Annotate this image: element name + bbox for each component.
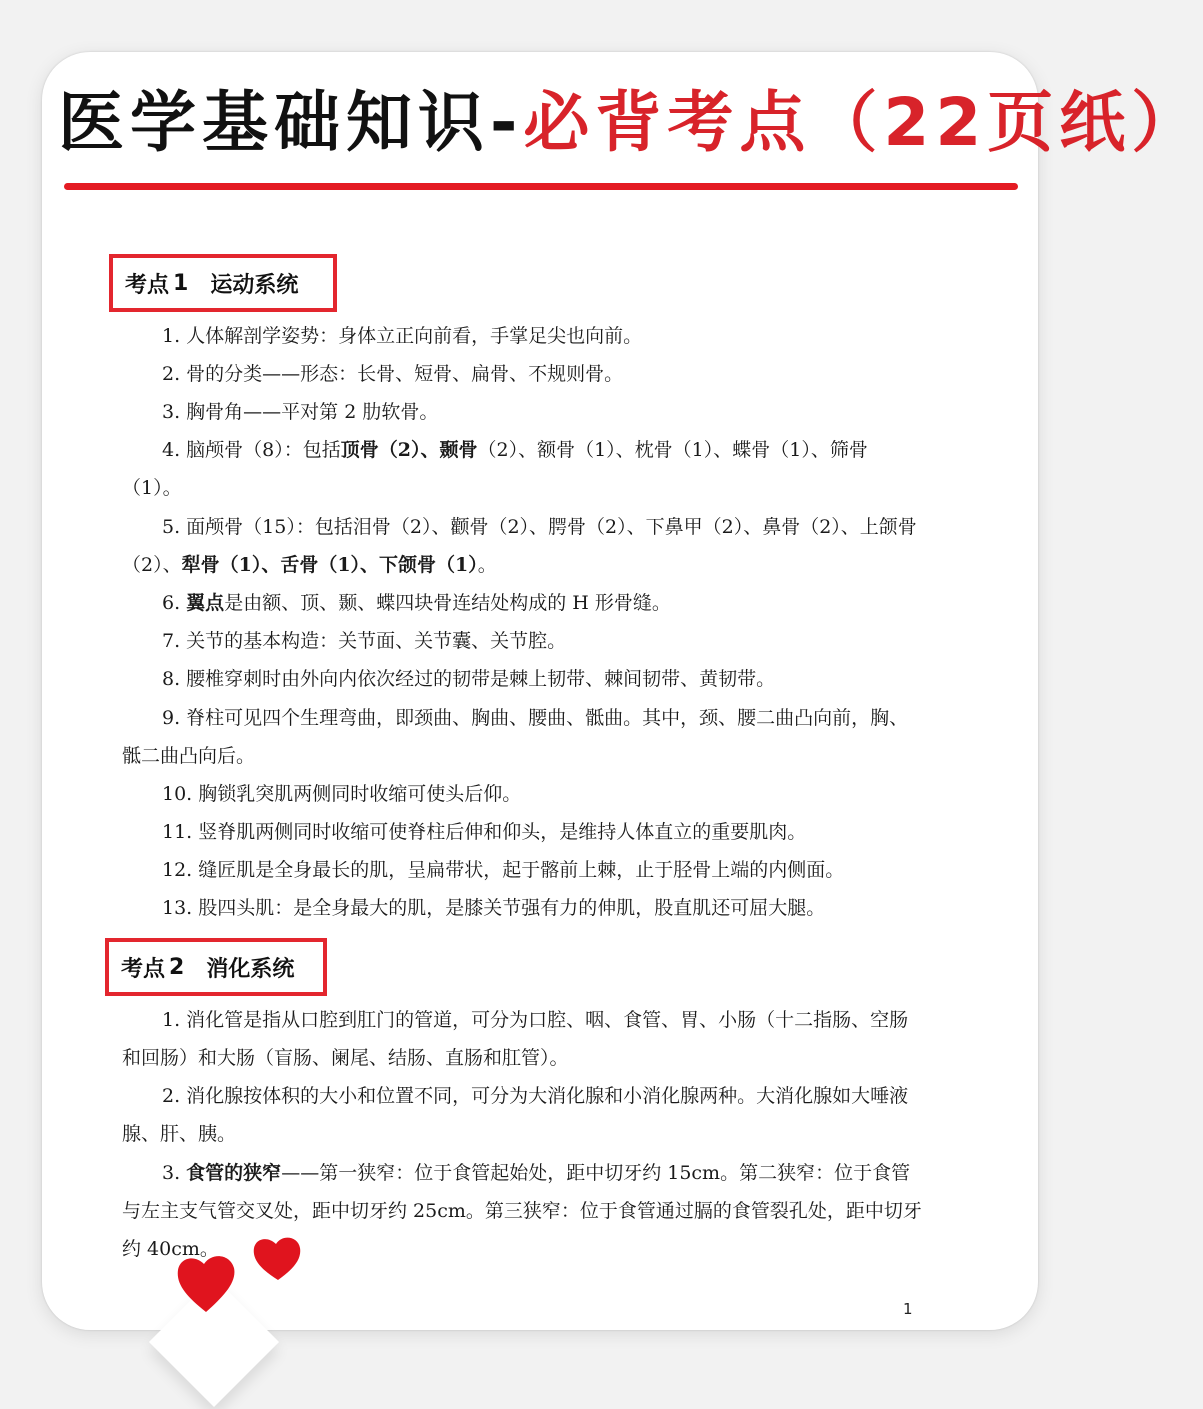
item-number: 8. <box>162 668 187 690</box>
item-number: 7. <box>162 630 187 652</box>
list-item <box>122 355 922 393</box>
page-number: 1 <box>903 1300 913 1318</box>
item-number: 13. <box>162 897 199 919</box>
item-number: 4. <box>162 439 187 461</box>
list-item <box>122 813 922 851</box>
item-number: 2. <box>162 363 187 385</box>
item-text: （2）、额骨（1）、枕骨（1）、蝶骨（1）、筛骨（1）。 <box>122 439 868 499</box>
item-text: 脑颅骨（8）：包括 <box>186 439 341 461</box>
page-title <box>58 78 1203 168</box>
title-black-part: 医学基础知识- <box>58 84 524 161</box>
list-item <box>122 508 922 584</box>
item-number: 3. <box>162 1162 187 1184</box>
bold-term: 顶骨（2）、颞骨 <box>340 439 478 461</box>
section-2-header <box>105 938 327 996</box>
item-text: 脊柱可见四个生理弯曲，即颈曲、胸曲、腰曲、骶曲。其中，颈、腰二曲凸向前，胸、骶二曲凸向后。 <box>122 707 909 767</box>
list-item <box>122 622 922 660</box>
heart-icon <box>178 1256 235 1312</box>
item-text: 消化管是指从口腔到肛门的管道，可分为口腔、咽、食管、胃、小肠（十二指肠、空肠和回肠）和大肠（盲肠、阑尾、结肠、直肠和肛管）。 <box>122 1009 909 1069</box>
list-item <box>122 584 922 622</box>
list-item <box>122 1001 922 1077</box>
item-text: 。 <box>477 554 497 576</box>
list-item <box>122 775 922 813</box>
bold-term: 犁骨（1）、舌骨（1）、下颌骨（1） <box>181 554 478 576</box>
item-number: 11. <box>162 821 199 843</box>
item-text: 是由额、顶、颞、蝶四块骨连结处构成的 H 形骨缝。 <box>224 592 671 614</box>
item-text: 腰椎穿刺时由外向内依次经过的韧带是棘上韧带、棘间韧带、黄韧带。 <box>186 668 776 690</box>
list-item <box>122 889 922 927</box>
list-item <box>122 317 922 355</box>
item-text: 骨的分类——形态：长骨、短骨、扁骨、不规则骨。 <box>186 363 624 385</box>
item-number: 6. <box>162 592 187 614</box>
item-number: 2. <box>162 1085 187 1107</box>
item-number: 10. <box>162 783 199 805</box>
list-item <box>122 1077 922 1153</box>
item-text: 缝匠肌是全身最长的肌，呈扁带状，起于髂前上棘，止于胫骨上端的内侧面。 <box>198 859 845 881</box>
item-number: 3. <box>162 401 187 423</box>
item-number: 5. <box>162 516 187 538</box>
item-text: 竖脊肌两侧同时收缩可使脊柱后伸和仰头，是维持人体直立的重要肌肉。 <box>198 821 807 843</box>
item-text: 消化腺按体积的大小和位置不同，可分为大消化腺和小消化腺两种。大消化腺如大唾液腺、肝、胰。 <box>122 1085 909 1145</box>
item-number: 1. <box>162 1009 187 1031</box>
item-text: 关节的基本构造：关节面、关节囊、关节腔。 <box>186 630 567 652</box>
item-text: 面颅骨（15）：包括泪骨（2）、颧骨（2）、腭骨（2）、下鼻甲（2）、鼻骨（2）、上颌骨（2）、 <box>122 516 917 576</box>
title-underline <box>64 183 1018 190</box>
title-red-part: 必背考点（22页纸） <box>523 84 1203 161</box>
bold-term: 食管的狭窄 <box>186 1162 282 1184</box>
item-text: 胸骨角——平对第 2 肋软骨。 <box>186 401 439 423</box>
section-2-number: 2 <box>169 954 185 980</box>
section-1-header <box>109 254 337 312</box>
item-number: 12. <box>162 859 199 881</box>
item-text: ——第一狭窄：位于食管起始处，距中切牙约 15cm。第二狭窄：位于食管与左主支气管交叉处，距中切牙约 25cm。第三狭窄：位于食管通过膈的食管裂孔处，距中切牙约 40cm。 <box>122 1162 922 1260</box>
list-item <box>122 393 922 431</box>
list-item <box>122 431 922 507</box>
item-number: 1. <box>162 325 187 347</box>
list-item <box>122 699 922 775</box>
list-item <box>122 660 922 698</box>
section-1-number: 1 <box>173 270 189 296</box>
section-1-label: 考点 <box>125 272 170 298</box>
item-text: 胸锁乳突肌两侧同时收缩可使头后仰。 <box>198 783 522 805</box>
section-2-label: 考点 <box>121 956 166 982</box>
item-text: 股四头肌：是全身最大的肌，是膝关节强有力的伸肌，股直肌还可屈大腿。 <box>198 897 826 919</box>
section-2-name: 消化系统 <box>206 956 295 982</box>
heart-icon <box>254 1238 301 1280</box>
bold-term: 翼点 <box>186 592 225 614</box>
hearts-decoration <box>174 1234 314 1316</box>
item-text: 人体解剖学姿势：身体立正向前看，手掌足尖也向前。 <box>186 325 643 347</box>
section-1-name: 运动系统 <box>210 272 299 298</box>
item-number: 9. <box>162 707 187 729</box>
list-item <box>122 851 922 889</box>
